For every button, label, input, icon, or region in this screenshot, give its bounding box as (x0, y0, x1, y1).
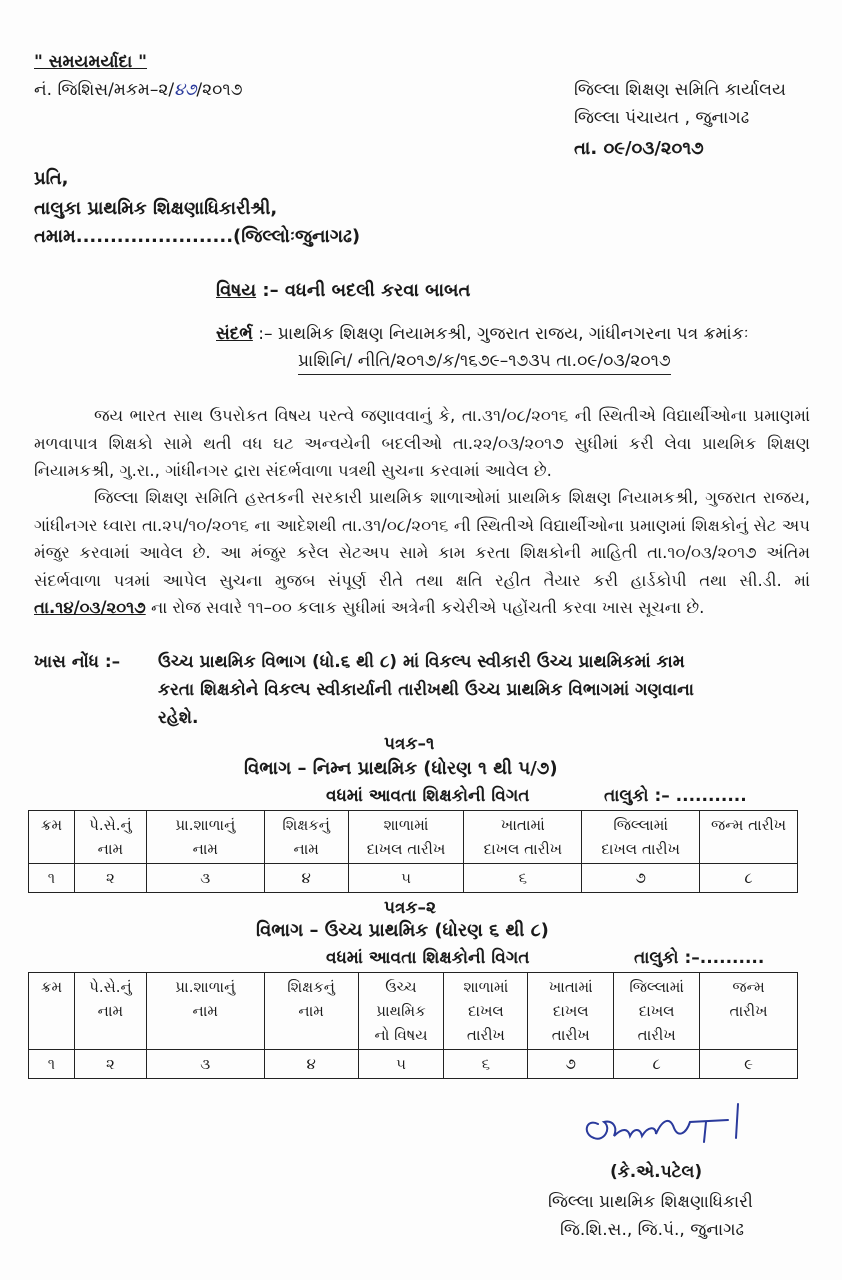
reference-number-suffix: /૨૦૧૭ (196, 80, 243, 100)
form2-header-cell (700, 973, 798, 1050)
subject-label: વિષય (216, 280, 257, 301)
form2-number-cell: ૮ (614, 1050, 700, 1079)
form1-number-cell: ૧ (29, 864, 75, 893)
form2-number-cell: ૧ (29, 1050, 75, 1079)
header-line: શાળામાં (383, 816, 429, 834)
header-line: તારીખ (466, 1026, 505, 1044)
recipient-prefix: પ્રતિ, (34, 168, 69, 189)
letter-date: તા. ૦૯/૦૩/૨૦૧૭ (574, 138, 704, 159)
form2-header-cell (528, 973, 614, 1050)
body-paragraph-2-end: ના રોજ સવારે ૧૧–૦૦ કલાક સુધીમાં અત્રેની કચેરીએ પહોંચતી કરવા ખાસ સૂચના છે. (145, 598, 705, 617)
header-line: દાખલ તારીખ (601, 840, 680, 858)
header-line: નામ (298, 1002, 324, 1020)
form2-number-cell: ૨ (74, 1050, 146, 1079)
office-name: જિલ્લા શિક્ષણ સમિતિ કાર્યાલય (574, 80, 786, 100)
header-line: જન્મ (732, 978, 765, 996)
deadline-date: તા.૧૪/૦૩/૨૦૧૭ (34, 598, 146, 617)
header-line: નામ (97, 840, 124, 858)
body-paragraph-2 (34, 484, 810, 622)
special-note-line-2: કરતા શિક્ષકોને વિકલ્પ સ્વીકાર્યાની તારીખથી ઉચ્ચ પ્રાથમિક વિભાગમાં ગણવાના (158, 680, 694, 700)
form2-header-cell (358, 973, 444, 1050)
form2-division: વિભાગ – ઉચ્ચ પ્રાથમિક (ધોરણ ૬ થી ૮) (256, 920, 549, 941)
header-line: શાળામાં (463, 978, 509, 996)
form1-header-cell (700, 811, 798, 864)
header-line: ખાતામાં (500, 816, 545, 834)
reference-text: :– પ્રાથમિક શિક્ષણ નિયામકશ્રી, ગુજરાત રાજય, ગાંધીનગરના પત્ર ક્રમાંકઃ (258, 324, 749, 344)
special-note-label: ખાસ નોંધ :– (34, 652, 121, 672)
form2-table (28, 972, 798, 1079)
header-line: નામ (192, 840, 219, 858)
header-line: જિલ્લામાં (629, 978, 684, 996)
body-paragraph-1: જય ભારત સાથ ઉપરોકત વિષય પરત્વે જણાવવાનું કે, તા.૩૧/૦૮/૨૦૧૬ ની સ્થિતીએ વિદ્યાર્થીઓના પ્રમાણમાં મળવાપાત્ર શિક્ષકો સામે થતી વધ ઘટ અન્વયેની બદલીઓ તા.૨૨/૦૩/૨૦૧૭ સુધીમાં કરી લેવા પ્રાથમિક શિક્ષણ નિયામકશ્રી, ગુ.રા., ગાંધીનગર દ્રારા સંદર્ભવાળા પત્રથી સુચના કરવામાં આવેલ છે. (34, 406, 810, 480)
subject-text: :– વધની બદલી કરવા બાબત (262, 280, 471, 301)
form2-caption: વધમાં આવતા શિક્ષકોની વિગત (326, 948, 530, 968)
officer-office: જિ.શિ.સ., જિ.પં., જુનાગઢ (560, 1220, 745, 1240)
reference-number-prefix: નં. જિશિસ/મકમ–૨/ (34, 80, 175, 100)
header-line: પે.સે.નું (89, 816, 132, 834)
form2-number-row (29, 1050, 798, 1079)
form1-taluka: તાલુકો :– ........... (604, 786, 747, 806)
form1-header-row (29, 811, 798, 864)
form2-title: પત્રક–૨ (384, 898, 436, 918)
header-line: ક્રમ (40, 978, 63, 996)
recipient-title: તાલુકા પ્રાથમિક શિક્ષણાધિકારીશ્રી, (34, 198, 278, 219)
form1-number-cell: ૭ (582, 864, 700, 893)
header-line: જિલ્લામાં (613, 816, 668, 834)
form2-header-cell (74, 973, 146, 1050)
header-line: શિક્ષકનું (282, 816, 330, 834)
form1-header-cell (264, 811, 348, 864)
form2-number-cell: ૩ (146, 1050, 264, 1079)
form2-number-cell: ૬ (444, 1050, 528, 1079)
header-line: શિક્ષકનું (287, 978, 335, 996)
time-limit-label: " સમયમર્યાદા " (34, 52, 148, 72)
form2-header-cell (29, 973, 75, 1050)
header-line: દાખલ (552, 1002, 589, 1020)
header-line: ખાતામાં (548, 978, 593, 996)
reference-number-line: પ્રાશિનિ/ નીતિ/૨૦૧૭/ક/૧૬૭૯–૧૭૩૫ તા.૦૯/૦૩/૨૦૧૭ (298, 351, 671, 375)
form1-number-cell: ૮ (700, 864, 798, 893)
header-line: તારીખ (729, 1002, 768, 1020)
form1-division: વિભાગ – નિમ્ન પ્રાથમિક (ધોરણ ૧ થી ૫/૭) (244, 758, 558, 779)
form2-header-row (29, 973, 798, 1050)
header-line: તારીખ (637, 1026, 676, 1044)
form1-number-cell: ૫ (348, 864, 464, 893)
reference-number-handwritten: ૪૭ (174, 80, 197, 100)
form2-number-cell: ૪ (264, 1050, 358, 1079)
reference-line (216, 324, 749, 344)
header-line: પ્રાથમિક (376, 1002, 426, 1020)
special-note-line-3: રહેશે. (158, 708, 199, 728)
subject-line (216, 280, 470, 301)
header-line: દાખલ (638, 1002, 675, 1020)
form2-header-cell (444, 973, 528, 1050)
form1-header-cell (74, 811, 146, 864)
officer-name: (કે.એ.પટેલ) (610, 1162, 703, 1182)
form1-number-cell: ૨ (74, 864, 146, 893)
office-address: જિલ્લા પંચાયત , જુનાગઢ (574, 108, 750, 128)
form1-number-row (29, 864, 798, 893)
form2-number-cell: ૫ (358, 1050, 444, 1079)
reference-number (34, 80, 243, 100)
form2-header-cell (264, 973, 358, 1050)
form2-number-cell: ૯ (700, 1050, 798, 1079)
header-line: પ્રા.શાળાનું (175, 978, 236, 996)
form2-taluka: તાલુકો :–.......... (634, 948, 765, 968)
form1-header-cell (146, 811, 264, 864)
form1-header-cell (582, 811, 700, 864)
form1-number-cell: ૪ (264, 864, 348, 893)
form2-header-cell (614, 973, 700, 1050)
form1-header-cell (464, 811, 582, 864)
header-line: ક્રમ (40, 816, 63, 834)
form1-header-cell (348, 811, 464, 864)
header-line: પે.સે.નું (89, 978, 132, 996)
form2-header-cell (146, 973, 264, 1050)
form1-table (28, 810, 798, 893)
recipient-scope: તમામ.......................(જિલ્લોઃજુનાગઢ) (34, 226, 361, 247)
header-line: જન્મ તારીખ (711, 816, 787, 834)
header-line: નો વિષય (374, 1026, 428, 1044)
form1-title: પત્રક–૧ (384, 734, 435, 754)
header-line: નામ (97, 1002, 124, 1020)
special-note-line-1: ઉચ્ચ પ્રાથમિક વિભાગ (ધો.૬ થી ૮) માં વિકલ્પ સ્વીકારી ઉચ્ચ પ્રાથમિકમાં કામ (158, 652, 685, 672)
header-line: નામ (293, 840, 319, 858)
handwritten-signature (578, 1098, 758, 1150)
header-line: દાખલ તારીખ (366, 840, 446, 858)
header-line: નામ (192, 1002, 218, 1020)
header-line: દાખલ (468, 1002, 504, 1020)
header-line: તારીખ (551, 1026, 590, 1044)
header-line: ઉચ્ચ (385, 978, 417, 996)
form1-number-cell: ૬ (464, 864, 582, 893)
body-paragraph-2-text: જિલ્લા શિક્ષણ સમિતિ હસ્તકની સરકારી પ્રાથમિક શાળાઓમાં પ્રાથમિક શિક્ષણ નિયામકશ્રી, ગુજરાત રાજય, ગાંધીનગર ધ્વારા તા.૨૫/૧૦/૨૦૧૬ ના આદેશથી તા.૩૧/૦૮/૨૦૧૬ ની સ્થિતીએ વિદ્યાર્થીઓના પ્રમાણમાં શિક્ષકોનું સેટ અપ મંજુર કરવામાં આવેલ છે. આ મંજુર કરેલ સેટઅપ સામે કામ કરતા શિક્ષકોની માહિતી તા.૧૦/૦૩/૨૦૧૭ અંતિમ સંદર્ભવાળા પત્રમાં આપેલ સુચના મુજબ સંપૂર્ણ રીતે તથા ક્ષતિ રહીત તૈયાર કરી હાર્ડકોપી તથા સી.ડી. માં (34, 488, 810, 590)
reference-label: સંદર્ભ (216, 324, 253, 344)
officer-designation: જિલ્લા પ્રાથમિક શિક્ષણાધિકારી (548, 1192, 753, 1212)
form1-number-cell: ૩ (146, 864, 264, 893)
form2-number-cell: ૭ (528, 1050, 614, 1079)
form1-header-cell (29, 811, 75, 864)
header-line: દાખલ તારીખ (483, 840, 563, 858)
form1-caption: વધમાં આવતા શિક્ષકોની વિગત (326, 786, 530, 806)
header-line: પ્રા.શાળાનું (175, 816, 236, 834)
